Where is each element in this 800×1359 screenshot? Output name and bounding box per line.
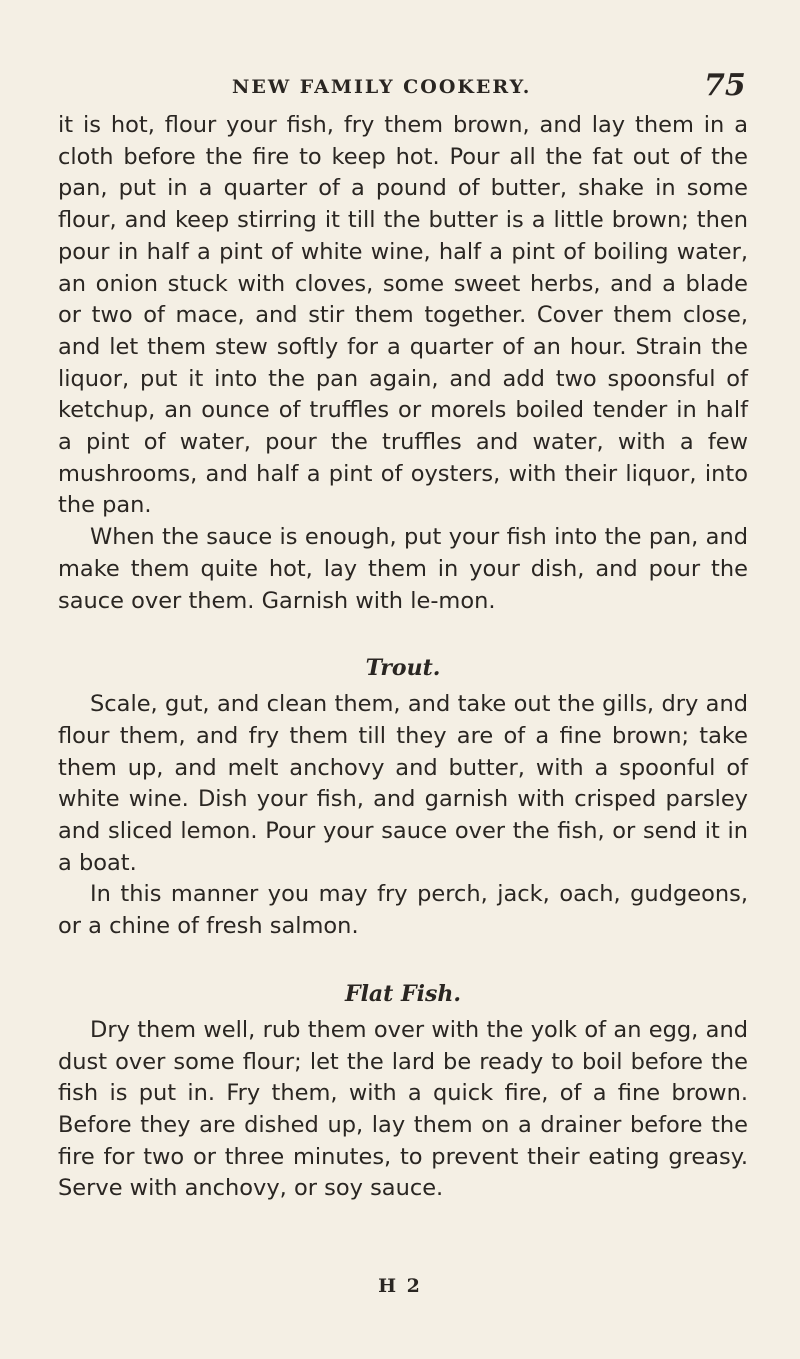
signature-mark: H 2	[378, 1275, 422, 1297]
running-head	[0, 68, 800, 106]
paragraph: In this manner you may fry perch, jack, oach, gudgeons, or a chine of fresh salmon.	[58, 881, 748, 940]
section-heading-flat-fish: Flat Fish.	[344, 980, 462, 1007]
paragraph: Dry them well, rub them over with the yolk of an egg, and dust over some flour; let the lard be ready to boil before the fish is put in. Fry them, with a quick fire, of a fine brown. Before they are dished up, lay them on a drainer before the fire for two or three minutes, to prevent their eating greasy. Serve with anchovy, or soy sauce.	[58, 1016, 748, 1202]
section-heading-trout: Trout.	[365, 655, 441, 682]
body-text	[58, 110, 748, 1205]
paragraph-continued: it is hot, flour your fish, fry them brown, and lay them in a cloth before the fire to keep hot. Pour all the fat out of the pan, put in a quarter of a pound of butter, shake in some flour, and keep stirring it till the butter is a little brown; then pour in half a pint of white wine, half a pint of boiling water, an onion stuck with cloves, some sweet herbs, and a blade or two of mace, and stir them together. Cover them close, and let them stew softly for a quarter of an hour. Strain the liquor, put it into the pan again, and add two spoonsful of ketchup, an ounce of truffles or morels boiled tender in half a pint of water, pour the truffles and water, with a few mushrooms, and half a pint of oysters, with their liquor, into the pan.	[58, 112, 748, 519]
running-title: NEW FAMILY COOKERY.	[232, 76, 532, 98]
page-number: 75	[704, 68, 746, 103]
paragraph: Scale, gut, and clean them, and take out the gills, dry and flour them, and fry them till they are of a fine brown; take them up, and melt anchovy and butter, with a spoonful of white wine. Dish your fish, and garnish with crisped parsley and sliced lemon. Pour your sauce over the fish, or send it in a boat.	[58, 691, 748, 876]
paragraph: When the sauce is enough, put your fish into the pan, and make them quite hot, lay them in your dish, and pour the sauce over them. Garnish with le-mon.	[58, 524, 748, 614]
